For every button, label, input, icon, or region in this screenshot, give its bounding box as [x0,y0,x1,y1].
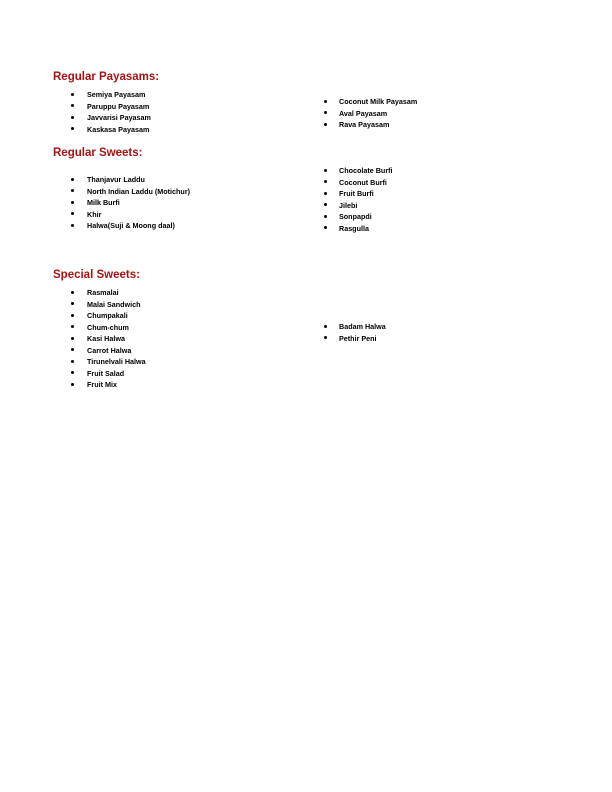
list-item [339,211,393,223]
bullet-icon [324,180,327,183]
list-item-label: Thanjavur Laddu [87,175,145,184]
bullet-icon [71,348,74,351]
bullet-icon [71,314,74,317]
list-item [87,356,146,368]
bullet-icon [324,203,327,206]
bullet-icon [71,104,74,107]
bullet-icon [324,123,327,126]
section-heading-regular-sweets: Regular Sweets: [53,147,143,159]
list-item-label: Coconut Burfi [339,177,387,187]
bullet-icon [71,178,74,181]
list-item [87,368,146,380]
list-item-label: Halwa(Suji & Moong daal) [87,221,175,230]
bullet-icon [324,100,327,103]
bullet-icon [71,93,74,96]
list-item-label: Tirunelvali Halwa [87,357,146,366]
bullet-icon [71,383,74,386]
bullet-icon [71,325,74,328]
list-item-label: Rasmalai [87,288,119,297]
list-item [339,177,393,189]
list-item [87,197,190,209]
list-item [87,345,146,357]
list-item [339,333,386,345]
bullet-icon [324,215,327,218]
list-item [87,287,146,299]
section-heading-special-sweets: Special Sweets: [53,269,140,281]
special-sweets-list-left [87,287,146,391]
list-item [339,200,393,212]
list-item-label: Kasi Halwa [87,334,125,343]
list-item-label: Malai Sandwich [87,299,141,309]
list-item-label: Badam Halwa [339,322,386,331]
regular-payasams-list-left [87,89,151,135]
list-item [87,379,146,391]
list-item-label: Fruit Mix [87,380,117,389]
list-item [87,124,151,136]
list-item-label: Jilebi [339,200,358,210]
bullet-icon [71,291,74,294]
list-item-label: Paruppu Payasam [87,101,150,111]
list-item-label: Fruit Salad [87,368,125,378]
special-sweets-list-right [339,321,386,344]
list-item [339,108,417,120]
list-item [87,220,190,232]
list-item-label: Carrot Halwa [87,345,132,355]
list-item [87,89,151,101]
bullet-icon [71,360,74,363]
list-item-label: Milk Burfi [87,198,120,207]
list-item-label: Chumpakali [87,311,128,320]
list-item-label: Khir [87,209,102,219]
list-item-label: Rava Payasam [339,120,390,129]
list-item-label: Kaskasa Payasam [87,124,150,134]
list-item [339,321,386,333]
list-item [87,186,190,198]
bullet-icon [71,127,74,130]
regular-sweets-list-left [87,174,190,232]
list-item-label: Chum-chum [87,322,129,332]
bullet-icon [71,371,74,374]
bullet-icon [324,192,327,195]
list-item [339,119,417,131]
list-item-label: Rasgulla [339,223,369,233]
bullet-icon [71,337,74,340]
list-item-label: Aval Payasam [339,108,388,118]
bullet-icon [71,212,74,215]
bullet-icon [324,226,327,229]
bullet-icon [71,224,74,227]
bullet-icon [71,116,74,119]
list-item [339,165,393,177]
list-item [87,112,151,124]
list-item-label: Pethir Peni [339,333,377,343]
bullet-icon [71,302,74,305]
regular-sweets-list-right [339,165,393,234]
list-item [339,96,417,108]
list-item-label: Fruit Burfi [339,189,374,198]
list-item [87,101,151,113]
list-item [339,223,393,235]
list-item [87,310,146,322]
section-heading-regular-payasams: Regular Payasams: [53,71,160,83]
list-item-label: Javvarisi Payasam [87,113,151,122]
list-item [87,333,146,345]
list-item-label: Sonpapdi [339,212,372,221]
list-item-label: Semiya Payasam [87,90,146,99]
bullet-icon [71,189,74,192]
list-item [87,299,146,311]
list-item [87,209,190,221]
list-item [87,322,146,334]
bullet-icon [324,169,327,172]
list-item-label: North Indian Laddu (Motichur) [87,186,191,196]
list-item-label: Chocolate Burfi [339,166,393,175]
bullet-icon [71,201,74,204]
bullet-icon [324,111,327,114]
bullet-icon [324,325,327,328]
bullet-icon [324,336,327,339]
list-item-label: Coconut Milk Payasam [339,97,418,106]
regular-payasams-list-right [339,96,417,131]
list-item [339,188,393,200]
list-item [87,174,190,186]
